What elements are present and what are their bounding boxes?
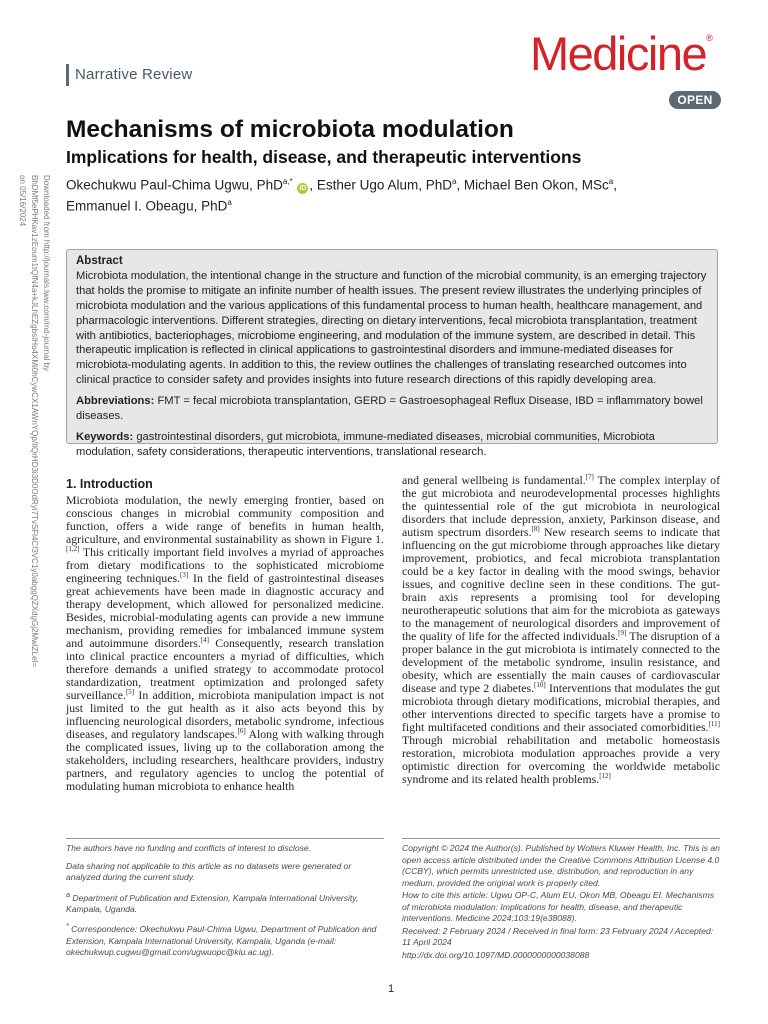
section-bar xyxy=(66,64,69,86)
body-text: Interventions that modulates the gut microbiota through dietary modifications, microbial therapies, and other interventions directed to specific targets have a promise to fight multifaceted conditions and their associated comorbidities. xyxy=(402,681,720,734)
body-text: and general wellbeing is fundamental. xyxy=(402,473,586,487)
received-dates: Received: 2 February 2024 / Received in final form: 23 February 2024 / Accepted: 11 April 2024 xyxy=(402,925,714,947)
registered-mark: ® xyxy=(706,33,713,43)
author-list xyxy=(66,173,706,214)
citation-link[interactable]: [7] xyxy=(585,473,594,482)
citation-link[interactable]: [3] xyxy=(179,571,189,580)
footnote-divider xyxy=(66,838,384,839)
correspondence-text[interactable]: Correspondence: Okechukwu Paul-Chima Ugwu, Department of Publication and Extension, Kampala International University, Kampala, Uganda (e-mail: okechukwup.cugwu@gmail.com/ugwuopc@kiu.ac.ug). xyxy=(66,924,377,958)
body-text: The complex interplay of the gut microbiota and neurodevelopmental processes highlights the quintessential role of the gut microbiota in neurological disorders that include depression, anxiety, Parkinson disease, and autism spectrum disorders. xyxy=(402,473,720,539)
section-heading-introduction: 1. Introduction xyxy=(66,477,153,491)
funding-statement: The authors have no funding and conflicts of interest to disclose. xyxy=(66,843,312,853)
affiliation-marker: a xyxy=(66,890,70,899)
body-text: Microbiota modulation, the newly emerging frontier, based on conscious changes in microbial community composition and function, offers a wide range of benefits in human health, agriculture, and environmental sustainability as shown in Figure 1. xyxy=(66,493,384,546)
correspondence-marker: * xyxy=(66,922,69,931)
abstract-text: Microbiota modulation, the intentional change in the structure and function of the microbial community, is an emerging trajectory that holds the promise to mitigate an infinite number of health issues. The present review illustrates the underlying principles of microbiota modulation and the various applications of this fundamental process to human health, healthcare management, and pharmacologic interventions. Different strategies, directing on dietary interventions, fecal microbiota transplantation, treatment with antibiotics, bacteriophages, microbiome engineering, and modulation of the immune system, are described in detail. This therapeutic implication is reflected in clinical applications to gastrointestinal disorders and immune-mediated diseases for microbiota-modulating agents. In addition to this, the review outlines the challenges of translating researched outcomes into clinical practice to consider safety and provides insights into future research directions of this rapidly developing area. xyxy=(76,269,707,387)
citation-link[interactable]: [9] xyxy=(618,629,627,638)
article-title: Mechanisms of microbiota modulation xyxy=(66,116,514,143)
footnotes-right xyxy=(402,843,720,962)
affiliation-marker: a xyxy=(227,197,232,207)
section-label: Narrative Review xyxy=(75,66,193,83)
affiliation-note xyxy=(66,890,384,916)
citation-link[interactable]: [8] xyxy=(531,525,540,534)
author-name[interactable]: Okechukwu Paul-Chima Ugwu, PhD xyxy=(66,177,283,193)
abbreviations xyxy=(76,394,712,424)
citation-link[interactable]: [4] xyxy=(200,636,209,645)
orcid-icon[interactable]: iD xyxy=(299,184,307,192)
abstract-heading: Abstract xyxy=(76,255,123,267)
citation-link[interactable]: [1,2] xyxy=(66,545,80,554)
body-text: In the field of gastrointestinal diseases great achievements have been made in diagnostic accuracy and therapy development, which allowed for personalized medicine. Besides, microbial-modulating agents can provide a new immune mechanism, providing remedies for imbalanced immune system and autoimmune disorders. xyxy=(66,571,384,650)
keywords xyxy=(76,430,712,460)
abbreviations-text: FMT = fecal microbiota transplantation, GERD = Gastroesophageal Reflux Disease, IBD = inflammatory bowel diseases. xyxy=(76,395,703,423)
separator: , xyxy=(613,177,617,193)
citation-link[interactable]: [5] xyxy=(125,688,135,697)
affiliation-marker: a xyxy=(451,177,457,186)
download-watermark: Downloaded from http://journals.lww.com/md-journal by BhDMf5ePHKav1zEoum1tQfN4a+kJLhEZgbsIHo4XMi0hCywCX1AWnYQp/IlQrHD3i3D0OdRyi7TvSFl4Cf3VC1y0abggQZXdgGj2MwlZLeI= on 05/16/2024 xyxy=(18,175,51,668)
affiliation-marker: a xyxy=(608,177,614,186)
body-text: The disruption of a proper balance in the gut microbiota is intimately connected to the development of the metabolic syndrome, insulin resistance, and obesity, which are essentially the main causes of cardiovascular disease and type 2 diabetes. xyxy=(402,629,720,695)
citation-info: How to cite this article: Ugwu OP-C, Alum EU, Okon MB, Obeagu EI. Mechanisms of microbiota modulation: Implications for health, disease, and therapeutic interventions. Medicine 2024;103:19(e38088). xyxy=(402,890,715,923)
body-text: This critically important field involves a myriad of approaches from dietary modifications to the sophisticated microbiome engineering techniques. xyxy=(66,545,384,585)
body-text: Consequently, research translation into clinical practice encounters a myriad of difficulties, which therefore demands a unified strategy to accommodate protocol standardization, treatment optimization and prolonged safety surveillance. xyxy=(66,636,384,702)
author-name[interactable]: , Michael Ben Okon, MSc xyxy=(456,177,609,193)
article-subtitle: Implications for health, disease, and therapeutic interventions xyxy=(66,147,582,167)
copyright-notice: Copyright © 2024 the Author(s). Published by Wolters Kluwer Health, Inc. This is an open access article distributed under the Creative Commons Attribution License 4.0 (CCBY), which permits unrestricted use, distribution, and reproduction in any medium, provided the original work is properly cited. xyxy=(402,843,720,888)
body-text: Along with walking through the complicated issues, living up to the collaboration among the stakeholders, including researchers, healthcare providers, industry partners, and regulatory agencies to unclog the potential of modulating human microbiota to enhance health xyxy=(66,727,384,793)
abstract-box xyxy=(66,249,718,458)
page-number: 1 xyxy=(388,983,395,995)
body-column-left xyxy=(66,494,384,793)
citation-link[interactable]: [11] xyxy=(708,720,720,729)
open-access-badge: OPEN xyxy=(669,91,721,109)
abbreviations-label: Abbreviations: xyxy=(76,395,155,408)
citation-link[interactable]: [12] xyxy=(599,772,611,781)
citation-link[interactable]: [10] xyxy=(534,681,546,690)
keywords-text: gastrointestinal disorders, gut microbiota, immune-mediated diseases, microbial communities, Microbiota modulation, safety considerations, therapeutic interventions, translational research. xyxy=(76,430,655,458)
data-statement: Data sharing not applicable to this article as no datasets were generated or analyzed during the current study. xyxy=(66,860,352,882)
journal-name: Medicine xyxy=(530,27,707,80)
body-column-right xyxy=(402,474,720,786)
footnotes-left xyxy=(66,843,384,965)
body-text: In addition, microbiota manipulation impact is not just limited to the gut health as it also acts beyond this by influencing neurological disorders, metabolic syndrome, infectious diseases, and regulatory landscapes. xyxy=(66,688,384,741)
correspondence-note xyxy=(66,921,384,958)
body-text: Through microbial rehabilitation and metabolic homeostasis restoration, microbiota modulation approaches provide a very optimistic direction for overcoming the worldwide metabolic syndrome and its related health problems. xyxy=(402,733,720,786)
body-text: New research seems to indicate that influencing on the gut microbiome through approaches like dietary improvement, probiotics, and fecal microbiota transplantation could be a key factor in dealing with the mood swings, behavior issues, and cognitive decline seen in these conditions. The gut-brain axis represents a promising tool for developing neurotherapeutic solutions that aim for the microbiota as gateways to the management of neurological disorders and improvement of the quality of life for the affected individuals. xyxy=(402,525,721,643)
keywords-label: Keywords: xyxy=(76,430,134,443)
doi-link[interactable]: http://dx.doi.org/10.1097/MD.0000000000038088 xyxy=(402,949,590,960)
citation-link[interactable]: [6] xyxy=(237,727,246,736)
affiliation-text: Department of Publication and Extension, Kampala International University, Kampala, Uganda. xyxy=(66,892,359,914)
footnote-divider xyxy=(402,838,720,839)
author-name[interactable]: , Esther Ugo Alum, PhD xyxy=(309,177,452,193)
journal-logo xyxy=(530,27,713,80)
affiliation-marker: a,* xyxy=(282,177,293,186)
author-name[interactable]: Emmanuel I. Obeagu, PhD xyxy=(66,198,228,213)
